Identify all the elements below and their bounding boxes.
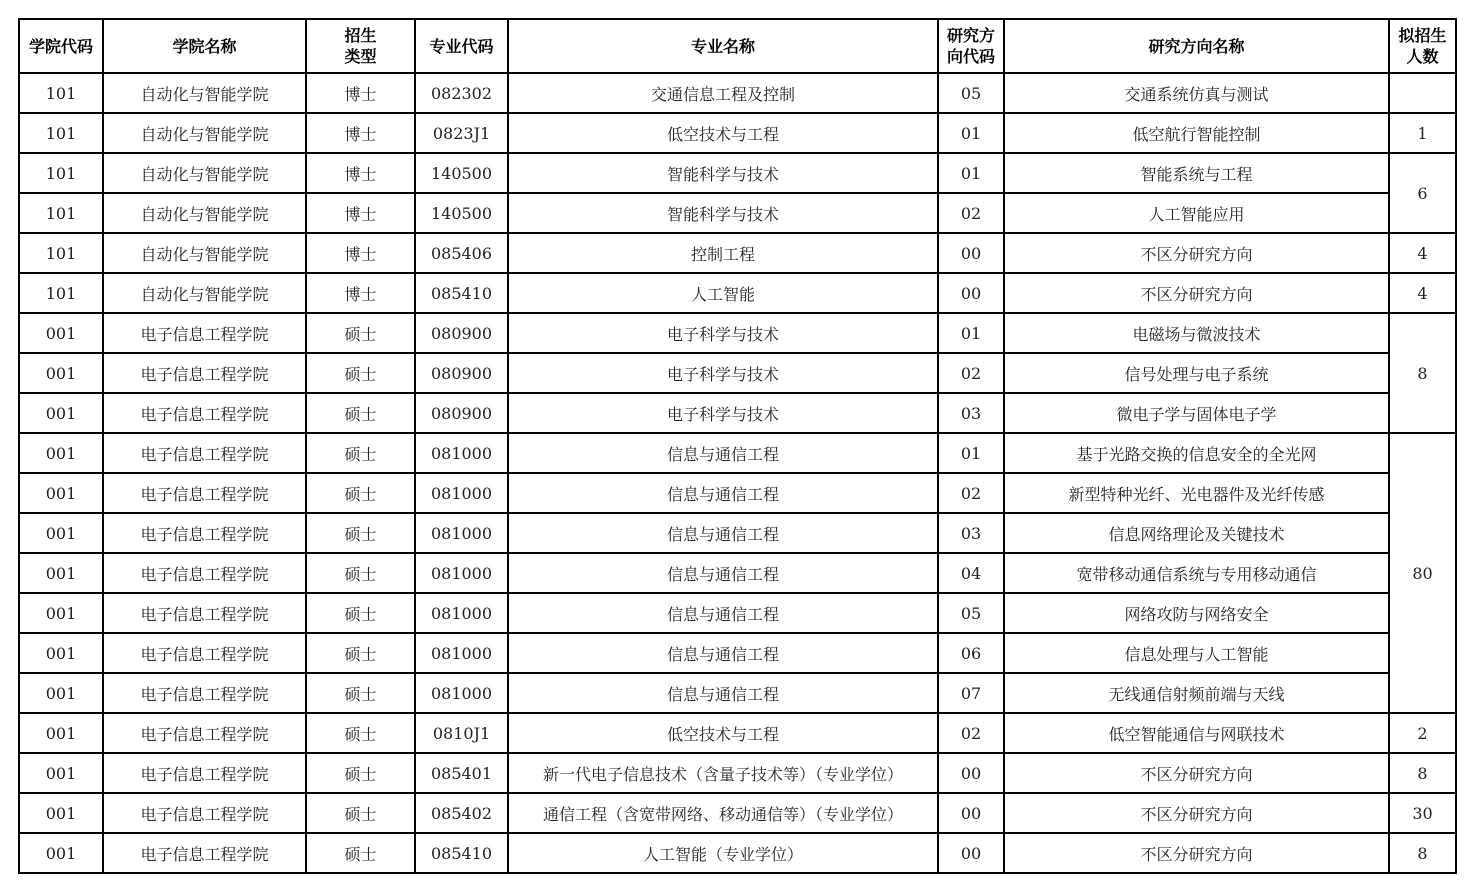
cell-major-name: 信息与通信工程 (508, 593, 938, 633)
table-row (19, 513, 1456, 553)
cell-major-code: 085410 (415, 833, 508, 873)
cell-direction-code: 05 (938, 593, 1004, 633)
cell-quota: 80 (1389, 433, 1456, 713)
cell-enroll-type: 硕士 (306, 513, 415, 553)
cell-enroll-type: 硕士 (306, 393, 415, 433)
cell-direction-code: 06 (938, 633, 1004, 673)
table-row (19, 193, 1456, 233)
cell-major-name: 智能科学与技术 (508, 153, 938, 193)
cell-enroll-type: 硕士 (306, 633, 415, 673)
table-row (19, 793, 1456, 833)
cell-direction-name: 网络攻防与网络安全 (1004, 593, 1389, 633)
cell-major-name: 交通信息工程及控制 (508, 73, 938, 113)
cell-major-code: 140500 (415, 193, 508, 233)
table-row (19, 673, 1456, 713)
cell-direction-name: 不区分研究方向 (1004, 833, 1389, 873)
cell-quota (1389, 73, 1456, 113)
cell-college-code: 001 (19, 633, 103, 673)
cell-quota: 4 (1389, 233, 1456, 273)
cell-college-name: 电子信息工程学院 (103, 713, 306, 753)
cell-direction-name: 无线通信射频前端与天线 (1004, 673, 1389, 713)
cell-major-name: 信息与通信工程 (508, 433, 938, 473)
cell-major-code: 080900 (415, 353, 508, 393)
cell-major-code: 081000 (415, 593, 508, 633)
cell-major-code: 080900 (415, 313, 508, 353)
table-row (19, 713, 1456, 753)
cell-college-code: 101 (19, 193, 103, 233)
cell-college-name: 电子信息工程学院 (103, 393, 306, 433)
cell-major-code: 085406 (415, 233, 508, 273)
cell-direction-name: 信息处理与人工智能 (1004, 633, 1389, 673)
cell-major-code: 085410 (415, 273, 508, 313)
cell-college-code: 001 (19, 793, 103, 833)
cell-direction-code: 01 (938, 433, 1004, 473)
cell-direction-name: 电磁场与微波技术 (1004, 313, 1389, 353)
header-major-code: 专业代码 (415, 19, 508, 73)
cell-direction-name: 宽带移动通信系统与专用移动通信 (1004, 553, 1389, 593)
cell-enroll-type: 博士 (306, 233, 415, 273)
cell-college-name: 电子信息工程学院 (103, 433, 306, 473)
cell-direction-code: 00 (938, 233, 1004, 273)
cell-direction-name: 信号处理与电子系统 (1004, 353, 1389, 393)
cell-college-name: 自动化与智能学院 (103, 73, 306, 113)
cell-direction-name: 人工智能应用 (1004, 193, 1389, 233)
header-quota: 拟招生 人数 (1389, 19, 1456, 73)
cell-college-code: 001 (19, 553, 103, 593)
cell-college-code: 101 (19, 273, 103, 313)
cell-major-code: 140500 (415, 153, 508, 193)
cell-major-code: 081000 (415, 473, 508, 513)
table-row (19, 753, 1456, 793)
cell-major-name: 人工智能 (508, 273, 938, 313)
cell-college-code: 101 (19, 73, 103, 113)
cell-major-name: 控制工程 (508, 233, 938, 273)
cell-direction-name: 不区分研究方向 (1004, 793, 1389, 833)
cell-college-code: 001 (19, 513, 103, 553)
cell-major-name: 电子科学与技术 (508, 393, 938, 433)
cell-college-name: 自动化与智能学院 (103, 113, 306, 153)
cell-major-name: 新一代电子信息技术（含量子技术等）（专业学位） (508, 753, 938, 793)
cell-direction-name: 不区分研究方向 (1004, 233, 1389, 273)
cell-direction-code: 03 (938, 393, 1004, 433)
cell-college-name: 自动化与智能学院 (103, 273, 306, 313)
table-row (19, 393, 1456, 433)
cell-direction-code: 01 (938, 153, 1004, 193)
cell-direction-code: 02 (938, 473, 1004, 513)
cell-enroll-type: 硕士 (306, 353, 415, 393)
cell-college-code: 001 (19, 833, 103, 873)
cell-direction-name: 交通系统仿真与测试 (1004, 73, 1389, 113)
header-college-name: 学院名称 (103, 19, 306, 73)
cell-direction-code: 00 (938, 753, 1004, 793)
table-row (19, 233, 1456, 273)
cell-college-code: 001 (19, 753, 103, 793)
cell-major-code: 0810J1 (415, 713, 508, 753)
cell-direction-code: 05 (938, 73, 1004, 113)
cell-quota: 1 (1389, 113, 1456, 153)
table-row (19, 433, 1456, 473)
cell-major-name: 信息与通信工程 (508, 513, 938, 553)
cell-college-code: 001 (19, 673, 103, 713)
cell-college-name: 电子信息工程学院 (103, 673, 306, 713)
cell-direction-name: 基于光路交换的信息安全的全光网 (1004, 433, 1389, 473)
cell-college-name: 电子信息工程学院 (103, 553, 306, 593)
table-row (19, 833, 1456, 873)
cell-quota: 8 (1389, 313, 1456, 433)
cell-direction-code: 01 (938, 113, 1004, 153)
cell-college-code: 001 (19, 433, 103, 473)
cell-major-code: 082302 (415, 73, 508, 113)
table-row (19, 633, 1456, 673)
cell-direction-code: 02 (938, 713, 1004, 753)
cell-enroll-type: 硕士 (306, 753, 415, 793)
cell-direction-name: 信息网络理论及关键技术 (1004, 513, 1389, 553)
cell-quota: 6 (1389, 153, 1456, 233)
cell-major-name: 电子科学与技术 (508, 313, 938, 353)
cell-major-name: 信息与通信工程 (508, 673, 938, 713)
cell-college-name: 电子信息工程学院 (103, 753, 306, 793)
cell-major-name: 人工智能（专业学位） (508, 833, 938, 873)
cell-college-name: 电子信息工程学院 (103, 793, 306, 833)
cell-major-name: 低空技术与工程 (508, 113, 938, 153)
header-major-name: 专业名称 (508, 19, 938, 73)
cell-quota: 8 (1389, 833, 1456, 873)
cell-enroll-type: 硕士 (306, 713, 415, 753)
cell-enroll-type: 硕士 (306, 473, 415, 513)
cell-major-code: 081000 (415, 433, 508, 473)
enrollment-table (18, 18, 1457, 874)
cell-enroll-type: 硕士 (306, 833, 415, 873)
cell-direction-name: 不区分研究方向 (1004, 753, 1389, 793)
cell-enroll-type: 硕士 (306, 673, 415, 713)
table-row (19, 553, 1456, 593)
table-row (19, 73, 1456, 113)
cell-major-code: 080900 (415, 393, 508, 433)
cell-major-code: 0823J1 (415, 113, 508, 153)
cell-direction-name: 低空智能通信与网联技术 (1004, 713, 1389, 753)
cell-major-name: 低空技术与工程 (508, 713, 938, 753)
cell-major-name: 信息与通信工程 (508, 553, 938, 593)
cell-enroll-type: 硕士 (306, 793, 415, 833)
cell-enroll-type: 博士 (306, 273, 415, 313)
cell-college-name: 电子信息工程学院 (103, 313, 306, 353)
header-college-code: 学院代码 (19, 19, 103, 73)
cell-direction-code: 00 (938, 793, 1004, 833)
cell-college-name: 电子信息工程学院 (103, 353, 306, 393)
table-row (19, 473, 1456, 513)
cell-direction-name: 不区分研究方向 (1004, 273, 1389, 313)
cell-college-name: 电子信息工程学院 (103, 513, 306, 553)
cell-quota: 30 (1389, 793, 1456, 833)
cell-major-name: 信息与通信工程 (508, 473, 938, 513)
cell-enroll-type: 博士 (306, 113, 415, 153)
cell-enroll-type: 硕士 (306, 313, 415, 353)
cell-quota: 4 (1389, 273, 1456, 313)
cell-college-name: 自动化与智能学院 (103, 233, 306, 273)
cell-enroll-type: 硕士 (306, 553, 415, 593)
cell-direction-code: 01 (938, 313, 1004, 353)
cell-direction-code: 02 (938, 353, 1004, 393)
header-direction-code: 研究方 向代码 (938, 19, 1004, 73)
cell-college-code: 001 (19, 313, 103, 353)
header-row (19, 19, 1456, 73)
cell-major-name: 电子科学与技术 (508, 353, 938, 393)
cell-major-name: 通信工程（含宽带网络、移动通信等）（专业学位） (508, 793, 938, 833)
cell-college-name: 电子信息工程学院 (103, 833, 306, 873)
cell-major-name: 信息与通信工程 (508, 633, 938, 673)
cell-direction-code: 00 (938, 833, 1004, 873)
table-body (19, 73, 1456, 873)
cell-college-code: 001 (19, 353, 103, 393)
cell-quota: 2 (1389, 713, 1456, 753)
table-row (19, 153, 1456, 193)
cell-enroll-type: 博士 (306, 153, 415, 193)
table-row (19, 113, 1456, 153)
cell-major-code: 085402 (415, 793, 508, 833)
cell-college-code: 101 (19, 153, 103, 193)
cell-major-code: 081000 (415, 633, 508, 673)
cell-direction-name: 微电子学与固体电子学 (1004, 393, 1389, 433)
header-direction-name: 研究方向名称 (1004, 19, 1389, 73)
cell-college-code: 101 (19, 113, 103, 153)
cell-college-code: 001 (19, 713, 103, 753)
cell-direction-code: 00 (938, 273, 1004, 313)
cell-direction-name: 新型特种光纤、光电器件及光纤传感 (1004, 473, 1389, 513)
cell-college-name: 电子信息工程学院 (103, 473, 306, 513)
cell-major-code: 081000 (415, 513, 508, 553)
cell-direction-code: 07 (938, 673, 1004, 713)
cell-college-code: 001 (19, 393, 103, 433)
cell-enroll-type: 博士 (306, 73, 415, 113)
table-row (19, 353, 1456, 393)
cell-direction-name: 低空航行智能控制 (1004, 113, 1389, 153)
cell-college-name: 电子信息工程学院 (103, 633, 306, 673)
table-row (19, 273, 1456, 313)
cell-college-name: 电子信息工程学院 (103, 593, 306, 633)
cell-direction-code: 03 (938, 513, 1004, 553)
cell-college-name: 自动化与智能学院 (103, 153, 306, 193)
cell-quota: 8 (1389, 753, 1456, 793)
cell-direction-name: 智能系统与工程 (1004, 153, 1389, 193)
table-row (19, 593, 1456, 633)
cell-major-code: 081000 (415, 553, 508, 593)
cell-college-code: 001 (19, 473, 103, 513)
cell-enroll-type: 博士 (306, 193, 415, 233)
cell-direction-code: 02 (938, 193, 1004, 233)
cell-college-code: 001 (19, 593, 103, 633)
cell-major-name: 智能科学与技术 (508, 193, 938, 233)
header-enroll-type: 招生 类型 (306, 19, 415, 73)
cell-enroll-type: 硕士 (306, 593, 415, 633)
cell-direction-code: 04 (938, 553, 1004, 593)
cell-college-name: 自动化与智能学院 (103, 193, 306, 233)
cell-major-code: 085401 (415, 753, 508, 793)
cell-major-code: 081000 (415, 673, 508, 713)
cell-enroll-type: 硕士 (306, 433, 415, 473)
table-row (19, 313, 1456, 353)
cell-college-code: 101 (19, 233, 103, 273)
